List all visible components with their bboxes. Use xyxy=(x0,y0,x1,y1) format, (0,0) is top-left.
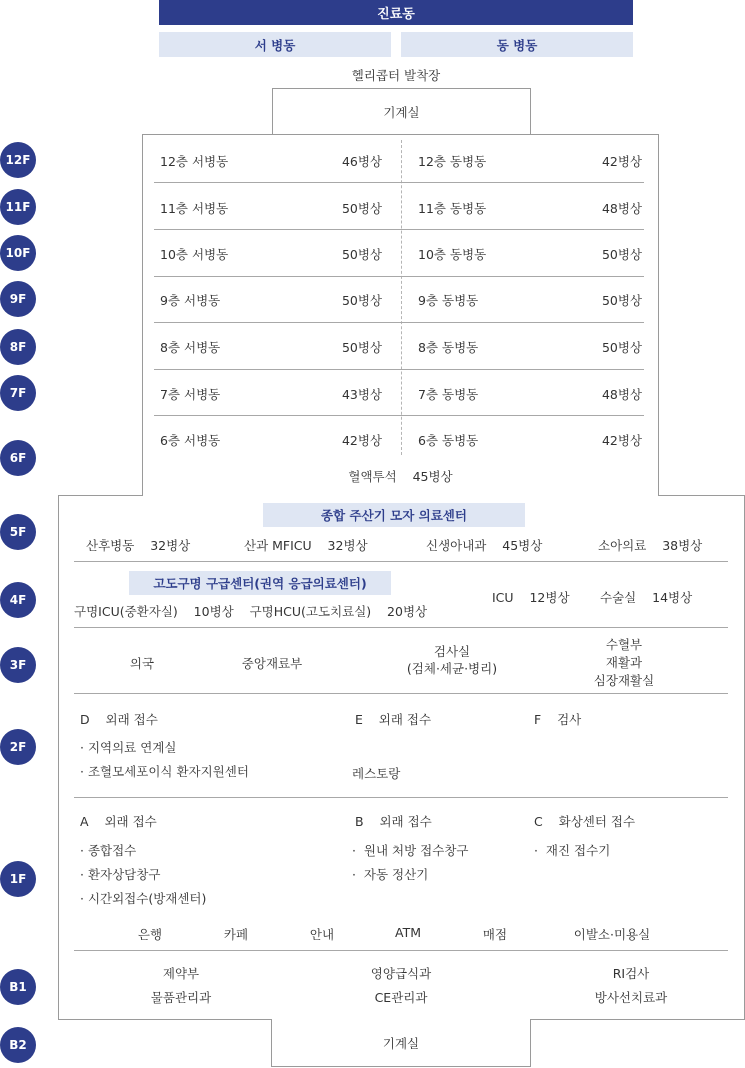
ward-east-beds: 50병상 xyxy=(601,340,642,355)
b1-pharmacy: 제약부 xyxy=(162,966,200,981)
f1-reception-b: B 외래 접수 xyxy=(355,814,432,829)
dialysis-label: 혈액투석 45병상 xyxy=(348,469,453,484)
floor-badge-10f[interactable]: 10F xyxy=(0,235,36,271)
f2-item-stemcell: · 조혈모세포이식 환자지원센터 xyxy=(80,764,249,779)
f3-supply: 중앙재료부 xyxy=(241,656,303,671)
floor-badge-8f[interactable]: 8F xyxy=(0,329,36,365)
f1-item-general: · 종합접수 xyxy=(80,843,137,858)
ward-row-8 xyxy=(154,326,644,368)
b1-ce: CE관리과 xyxy=(374,990,428,1005)
tower-joint xyxy=(143,494,658,497)
f2-item-regional: · 지역의료 연계실 xyxy=(80,740,177,755)
divider xyxy=(154,415,644,416)
f1-item-counseling: · 환자상담창구 xyxy=(80,867,161,882)
ward-row-9 xyxy=(154,279,644,321)
ward-east-beds: 48병상 xyxy=(601,201,642,216)
ward-west-beds: 42병상 xyxy=(341,433,382,448)
floor-badge-11f[interactable]: 11F xyxy=(0,189,36,225)
floor-badge-5f[interactable]: 5F xyxy=(0,514,36,550)
f4-icu-line: 구명ICU(중환자실) 10병상 구명HCU(고도치료실) 20병상 xyxy=(74,604,428,619)
f1-item-prescription: · 원내 처방 접수창구 xyxy=(352,843,469,858)
ward-east-beds: 48병상 xyxy=(601,387,642,402)
f5-item-mficu: 산과 MFICU 32병상 xyxy=(244,538,368,553)
ward-east-name: 12층 동병동 xyxy=(418,154,487,169)
f3-pharmacy: 의국 xyxy=(129,656,155,671)
b1-nutrition: 영양급식과 xyxy=(370,966,432,981)
ward-row-6 xyxy=(154,419,644,461)
f1-store: 매점 xyxy=(482,927,508,942)
floor-badge-7f[interactable]: 7F xyxy=(0,375,36,411)
ward-east-name: 10층 동병동 xyxy=(418,247,487,262)
ward-east-name: 9층 동병동 xyxy=(418,293,479,308)
floor-badge-4f[interactable]: 4F xyxy=(0,582,36,618)
ward-east-beds: 42병상 xyxy=(601,433,642,448)
f2-restaurant: 레스토랑 xyxy=(352,766,401,781)
ward-row-11 xyxy=(154,187,644,229)
divider xyxy=(74,693,728,694)
ward-east-beds: 50병상 xyxy=(601,247,642,262)
f1-bank: 은행 xyxy=(137,927,163,942)
floor-badge-b1[interactable]: B1 xyxy=(0,969,36,1005)
divider xyxy=(154,369,644,370)
f1-barber: 이발소·미용실 xyxy=(573,927,651,942)
f1-reception-a: A 외래 접수 xyxy=(80,814,157,829)
divider xyxy=(74,797,728,798)
building-title: 진료동 xyxy=(159,0,633,25)
f5-item-pediatric: 소아의료 38병상 xyxy=(598,538,703,553)
f2-exam-f: F 검사 xyxy=(534,712,582,727)
f3-lab: 검사실 xyxy=(433,644,471,659)
floor-badge-6f[interactable]: 6F xyxy=(0,440,36,476)
ward-row-10 xyxy=(154,233,644,275)
f5-item-neonatal: 신생아내과 45병상 xyxy=(426,538,543,553)
ward-west-name: 7층 서병동 xyxy=(160,387,221,402)
ward-east-beds: 42병상 xyxy=(601,154,642,169)
ward-west-name: 11층 서병동 xyxy=(160,201,229,216)
f4-icu: ICU 12병상 xyxy=(492,590,570,605)
f1-item-autopay: · 자동 정산기 xyxy=(352,867,429,882)
ward-west-name: 8층 서병동 xyxy=(160,340,221,355)
west-wing-label: 서 병동 xyxy=(159,32,391,57)
floor-badge-1f[interactable]: 1F xyxy=(0,861,36,897)
f1-item-revisit: · 재진 접수기 xyxy=(534,843,611,858)
f1-reception-c: C 화상센터 접수 xyxy=(534,814,636,829)
floor-badge-2f[interactable]: 2F xyxy=(0,729,36,765)
b1-ri: RI검사 xyxy=(612,966,650,981)
floor-badge-9f[interactable]: 9F xyxy=(0,281,36,317)
f2-reception-e: E 외래 접수 xyxy=(355,712,432,727)
divider xyxy=(74,627,728,628)
ward-east-name: 6층 동병동 xyxy=(418,433,479,448)
f3-cardiac-rehab: 심장재활실 xyxy=(593,673,655,688)
f1-item-afterhours: · 시간외접수(방재센터) xyxy=(80,891,207,906)
ward-west-name: 12층 서병동 xyxy=(160,154,229,169)
ward-east-name: 11층 동병동 xyxy=(418,201,487,216)
divider xyxy=(154,229,644,230)
ward-west-name: 9층 서병동 xyxy=(160,293,221,308)
east-wing-label: 동 병동 xyxy=(401,32,633,57)
f1-cafe: 카페 xyxy=(223,927,249,942)
floor-badge-3f[interactable]: 3F xyxy=(0,647,36,683)
divider xyxy=(74,950,728,951)
b1-goods: 물품관리과 xyxy=(150,990,212,1005)
f3-transfusion: 수혈부 xyxy=(605,637,643,652)
ward-east-name: 8층 동병동 xyxy=(418,340,479,355)
ward-west-beds: 46병상 xyxy=(341,154,382,169)
divider xyxy=(154,322,644,323)
f5-center-label: 종합 주산기 모자 의료센터 xyxy=(263,503,525,527)
f1-info: 안내 xyxy=(309,927,335,942)
f1-atm: ATM xyxy=(394,925,421,940)
ward-west-name: 6층 서병동 xyxy=(160,433,221,448)
f4-surgery: 수술실 14병상 xyxy=(600,590,693,605)
ward-west-beds: 43병상 xyxy=(341,387,382,402)
ward-west-beds: 50병상 xyxy=(341,340,382,355)
divider xyxy=(154,182,644,183)
ward-west-beds: 50병상 xyxy=(341,247,382,262)
divider xyxy=(74,561,728,562)
ward-east-name: 7층 동병동 xyxy=(418,387,479,402)
f2-reception-d: D 외래 접수 xyxy=(80,712,158,727)
divider xyxy=(154,276,644,277)
helipad-label: 헬리콥터 발착장 xyxy=(351,68,441,83)
machine-room-b2 xyxy=(271,1019,531,1067)
b1-radiation: 방사선치료과 xyxy=(594,990,668,1005)
ward-row-12 xyxy=(154,140,644,182)
ward-east-beds: 50병상 xyxy=(601,293,642,308)
f5-item-postpartum: 산후병동 32병상 xyxy=(86,538,191,553)
ward-row-7 xyxy=(154,373,644,415)
ward-west-beds: 50병상 xyxy=(341,293,382,308)
machine-room-b2-label: 기계실 xyxy=(382,1035,420,1051)
floor-badge-b2[interactable]: B2 xyxy=(0,1027,36,1063)
machine-room-top-label: 기계실 xyxy=(383,104,420,120)
machine-room-top xyxy=(272,88,531,135)
f4-center-label: 고도구명 구급센터(권역 응급의료센터) xyxy=(129,571,391,595)
floor-badge-12f[interactable]: 12F xyxy=(0,142,36,178)
f3-rehab: 재활과 xyxy=(605,655,643,670)
ward-west-name: 10층 서병동 xyxy=(160,247,229,262)
ward-west-beds: 50병상 xyxy=(341,201,382,216)
f3-lab-sub: (검체·세균·병리) xyxy=(406,661,498,676)
